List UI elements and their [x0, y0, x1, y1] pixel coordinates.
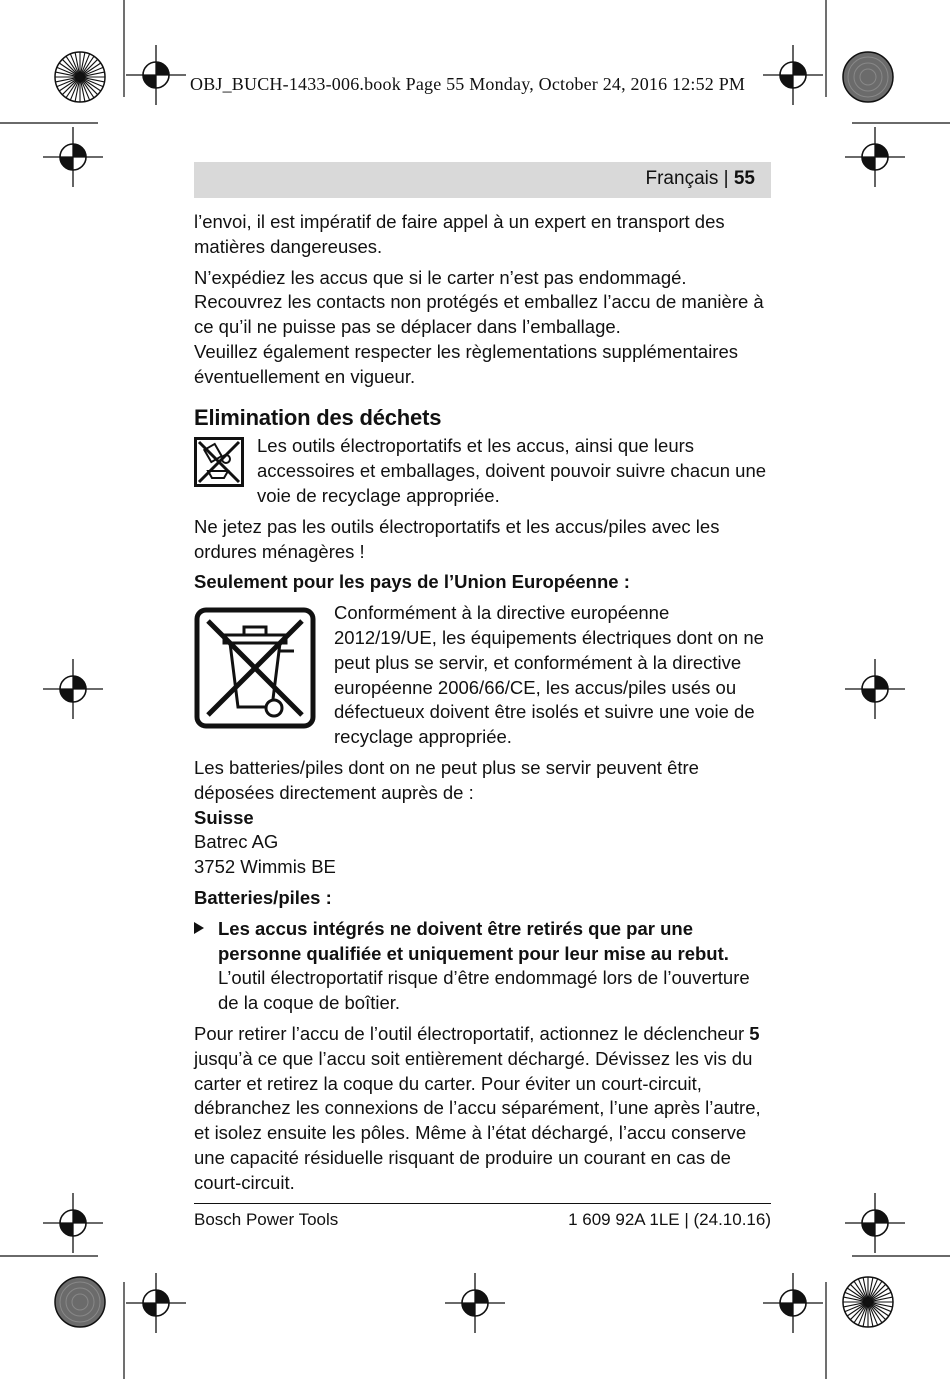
crossed-out-bin-icon [194, 607, 316, 729]
header-language: Français [645, 168, 719, 189]
gray-target-icon [55, 1277, 105, 1327]
registration-mark-icon [445, 1273, 505, 1333]
company-address: 3752 Wimmis BE [194, 856, 336, 878]
bullet-triangle-icon [194, 922, 204, 934]
registration-mark-icon [845, 127, 905, 187]
transport-paragraph-3: Veuillez également respecter les règlementations supplémentaires éventuellement en vigueur. [194, 340, 738, 387]
removal-text-start: Pour retirer l’accu de l’outil électroportatif, actionnez le déclencheur [194, 1022, 750, 1044]
star-target-icon [843, 1277, 893, 1327]
registration-mark-icon [126, 45, 186, 105]
footer-brand: Bosch Power Tools [194, 1210, 339, 1229]
registration-mark-icon [43, 1193, 103, 1253]
weee-block [194, 601, 771, 750]
recycling-icon [194, 437, 244, 487]
registration-mark-icon [763, 45, 823, 105]
country-name: Suisse [194, 806, 254, 828]
page-content [194, 210, 771, 1195]
print-slug: OBJ_BUCH-1433-006.book Page 55 Monday, October 24, 2016 12:52 PM [190, 74, 746, 94]
header-separator: | [723, 168, 729, 189]
warning-bold-text: Les accus intégrés ne doivent être retirés que par une personne qualifiée et uniquement pour leur mise au rebut. [218, 917, 729, 964]
registration-mark-icon [126, 1273, 186, 1333]
warning-bullet [194, 917, 771, 1016]
footer-divider [194, 1203, 771, 1204]
star-target-icon [55, 52, 105, 102]
registration-mark-icon [43, 127, 103, 187]
collection-text: Les batteries/piles dont on ne peut plus se servir peuvent être déposées directement auprès de : [194, 756, 699, 803]
removal-paragraph [194, 1022, 771, 1196]
registration-mark-icon [845, 659, 905, 719]
transport-paragraph-1: l’envoi, il est impératif de faire appel à un expert en transport des matières dangereuses. [194, 211, 725, 257]
eu-heading: Seulement pour les pays de l’Union Européenne : [194, 571, 630, 593]
page-number: 55 [733, 168, 755, 189]
page-header [194, 162, 771, 198]
recycling-block [194, 434, 771, 508]
batteries-heading: Batteries/piles : [194, 886, 332, 908]
registration-mark-icon [763, 1273, 823, 1333]
eu-directive-text: Conformément à la directive européenne 2012/19/UE, les équipements électriques dont on ne peut plus se servir, et conformément à la directive européenne 2006/66/CE, les accus/piles usés ou défectueux doivent être isolés et suivre une voie de recyclage appropriée. [334, 602, 764, 748]
disposal-heading: Elimination des déchets [194, 404, 442, 430]
household-waste-text: Ne jetez pas les outils électroportatifs et les accus/piles avec les ordures ménagères ! [194, 515, 720, 562]
recycling-text: Les outils électroportatifs et les accus, ainsi que leurs accessoires et emballages, doivent pouvoir suivre chacun une voie de recyclage appropriée. [257, 435, 767, 506]
registration-mark-icon [845, 1193, 905, 1253]
company-name: Batrec AG [194, 831, 279, 853]
trigger-reference: 5 [749, 1022, 760, 1044]
registration-mark-icon [43, 659, 103, 719]
removal-text-end: jusqu’à ce que l’accu soit entièrement déchargé. Dévissez les vis du carter et retirez la coque du carter. Pour éviter un court-circuit, débranchez les connexions de l’accu séparément, l’une après l’autre, et isolez ensuite les pôles. Même à l’état déchargé, l’accu conserve une capacité résiduelle risquant de produire un courant en cas de court-circuit. [194, 1047, 761, 1193]
transport-paragraph-2: N’expédiez les accus que si le carter n’est pas endommagé. Recouvrez les contacts non protégés et emballez l’accu de manière à ce qu’il ne puisse pas se déplacer dans l’emballage. [194, 266, 764, 338]
footer-document-code: 1 609 92A 1LE | (24.10.16) [568, 1210, 771, 1229]
gray-target-icon [843, 52, 893, 102]
warning-text: L’outil électroportatif risque d’être endommagé lors de l’ouverture de la coque de boîtier. [218, 967, 750, 1014]
